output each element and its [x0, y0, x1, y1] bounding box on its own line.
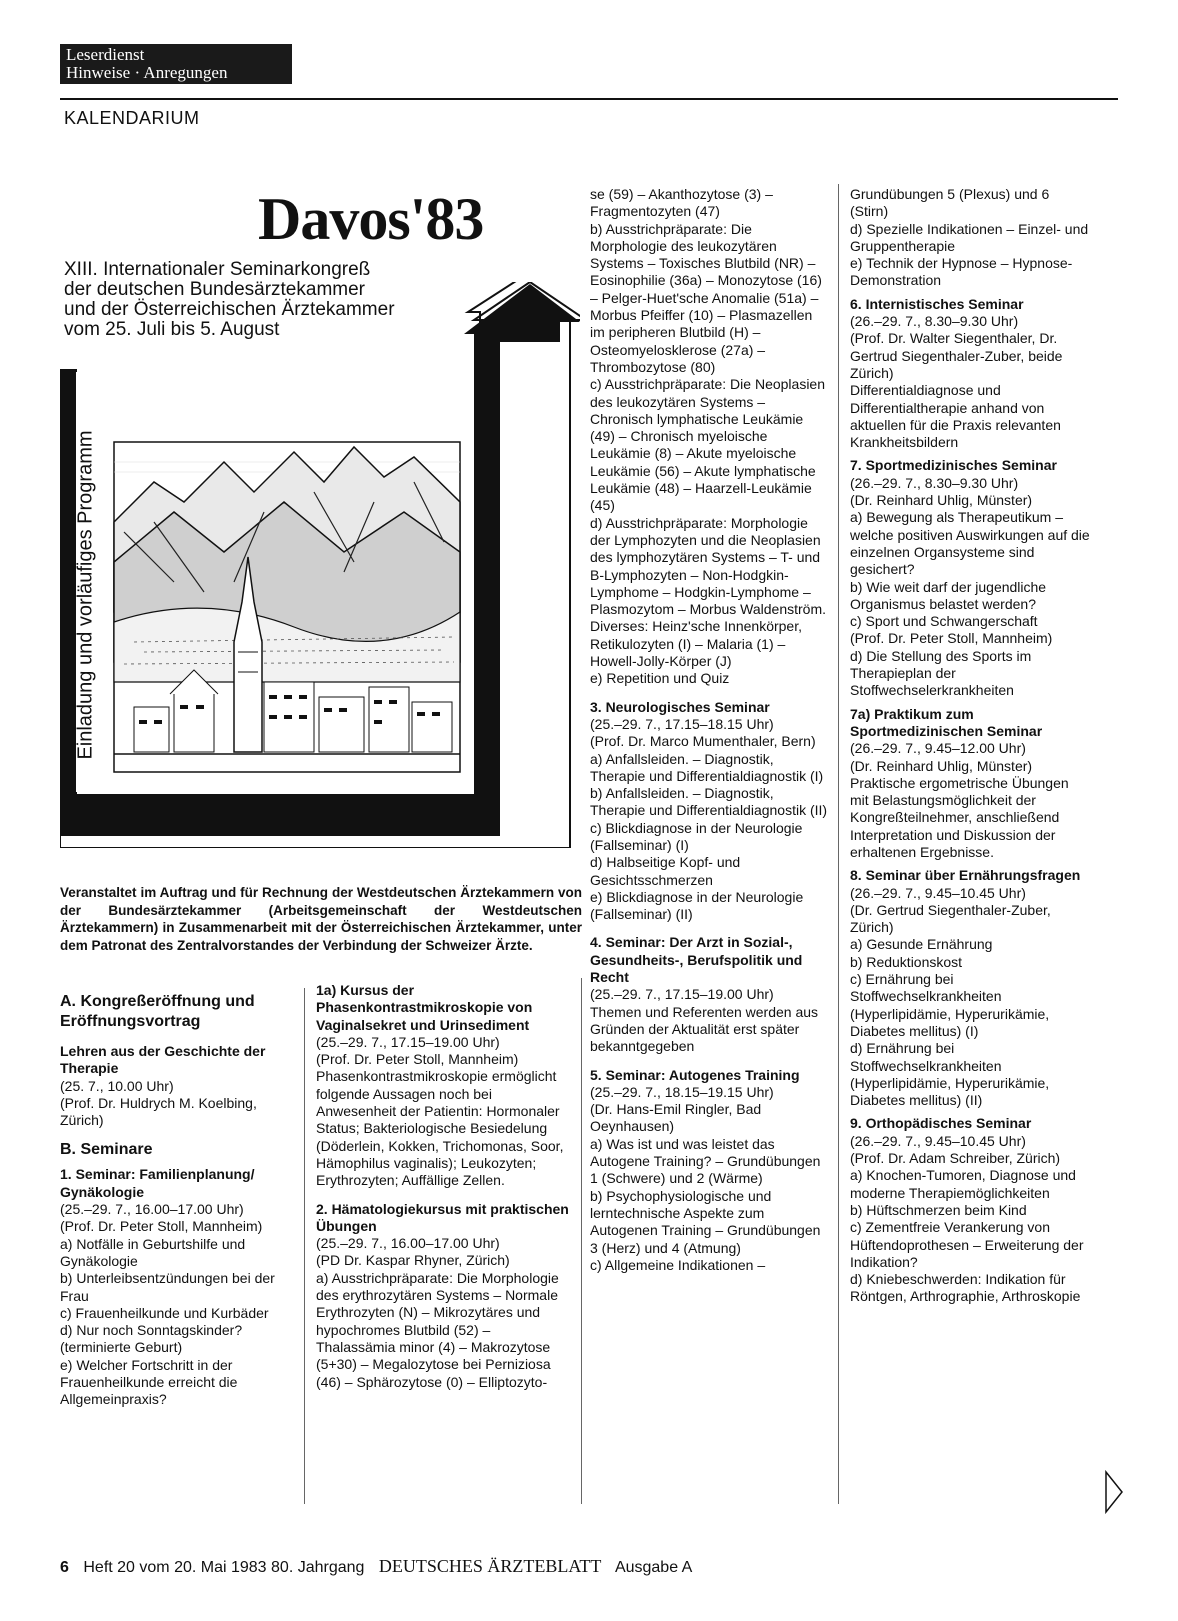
- seminar-heading: 7. Sportmedizinisches Seminar: [850, 457, 1057, 474]
- text-column-3: [590, 186, 828, 1274]
- seminar-heading: Lehren aus der Geschichte der Therapie: [60, 1043, 266, 1077]
- paragraph: (Prof. Dr. Marco Mumenthaler, Bern): [590, 733, 816, 750]
- paragraph: (Prof. Dr. Adam Schreiber, Zürich): [850, 1150, 1061, 1167]
- paragraph: (25. 7., 10.00 Uhr): [60, 1077, 174, 1094]
- paragraph: (Prof. Dr. Peter Stoll, Mannheim): [60, 1218, 263, 1235]
- seminar-heading: B. Seminare: [60, 1141, 153, 1159]
- paragraph: d) Kniebeschwerden: Indikation für Röntgen, Arthrographie, Arthroskopie: [850, 1271, 1081, 1305]
- paragraph: b) Ausstrichpräparate: Die Morphologie des leukozytären Systems – Toxisches Blutbild (NR) – Eosinophilie (36a) – Monozytose (16) – Pelger-Huet'sche Anomalie (51a) – Morbus Pfeiffer (10) – Plasmazellen im peripheren Blutbild (H) – Osteomyelosklerose (27a) – Thrombozytose (80): [590, 220, 822, 375]
- paragraph: a) Gesunde Ernährung: [850, 936, 993, 953]
- paragraph: Differentialdiagnose und Differentialtherapie anhand von aktuellen für die Praxis relevanten Krankheitsbildern: [850, 382, 1061, 451]
- paragraph: b) Hüftschmerzen beim Kind: [850, 1201, 1027, 1218]
- paragraph: a) Bewegung als Therapeutikum – welche positiven Auswirkungen auf die einzelnen Organsysteme sind gesichert?: [850, 509, 1090, 578]
- header-line-2: Hinweise · Anregungen: [66, 63, 228, 82]
- organizer-intro: Veranstaltet im Auftrag und für Rechnung der Westdeutschen Ärztekammern von der Bundesärztekammer (Arbeitsgemeinschaft der Westdeutschen Ärztekammern) in Zusammenarbeit mit der Österreichischen Ärztekammer, unter dem Patronat des Zentralvorstandes der Verbindung der Schweizer Ärzte.: [60, 885, 582, 953]
- column-rule: [304, 988, 305, 1504]
- paragraph: c) Allgemeine Indikationen –: [590, 1256, 766, 1273]
- paragraph: (Prof. Dr. Walter Siegenthaler, Dr. Gertrud Siegenthaler-Zuber, beide Zürich): [850, 330, 1063, 381]
- paragraph: (Prof. Dr. Peter Stoll, Mannheim): [850, 630, 1053, 647]
- paragraph: c) Ernährung bei Stoffwechselkrankheiten (Hyperlipidämie, Hyperurikämie, Diabetes mellitus) (I): [850, 971, 1050, 1039]
- paragraph: (26.–29. 7., 9.45–10.45 Uhr): [850, 884, 1026, 901]
- seminar-heading: 1a) Kursus der Phasenkontrastmikroskopie von Vaginalsekret und Urinsediment: [316, 982, 533, 1033]
- paragraph: (26.–29. 7., 9.45–12.00 Uhr): [850, 740, 1026, 757]
- paragraph-spacer: [590, 1056, 828, 1067]
- event-subtitle-line: XIII. Internationaler Seminarkongreß: [64, 259, 371, 280]
- paragraph: d) Die Stellung des Sports im Therapieplan der Stoffwechselerkrankheiten: [850, 647, 1032, 699]
- paragraph: (25.–29. 7., 16.00–17.00 Uhr): [316, 1235, 500, 1252]
- paragraph: (26.–29. 7., 8.30–9.30 Uhr): [850, 313, 1019, 330]
- paragraph-spacer: [316, 1190, 572, 1201]
- paragraph: e) Repetition und Quiz: [590, 670, 730, 687]
- paragraph: c) Zementfreie Verankerung von Hüftendoprothesen – Erweiterung der Indikation?: [850, 1219, 1084, 1270]
- paragraph: b) Unterleibsentzündungen bei der Frau: [60, 1270, 275, 1304]
- page-footer: [60, 1556, 692, 1577]
- paragraph: Praktische ergometrische Übungen mit Belastungsmöglichkeit der Kongreßteilnehmer, anschließend Interpretation und Diskussion der erhaltenen Ergebnisse.: [850, 774, 1069, 860]
- paragraph: (Dr. Reinhard Uhlig, Münster): [850, 757, 1033, 774]
- event-subtitle-line: vom 25. Juli bis 5. August: [64, 319, 280, 340]
- edition-label: Ausgabe A: [614, 1559, 693, 1576]
- seminar-heading: 2. Hämatologiekursus mit praktischen Übungen: [316, 1200, 569, 1234]
- paragraph-spacer: [590, 688, 828, 699]
- paragraph: e) Blickdiagnose in der Neurologie (Fallseminar) (II): [590, 888, 804, 923]
- poster-vertical-text: Einladung und vorläufiges Programm: [74, 430, 97, 760]
- section-header-box: [60, 44, 292, 84]
- event-title: Davos'83: [258, 186, 484, 252]
- paragraph: a) Knochen-Tumoren, Diagnose und moderne Therapiemöglichkeiten: [850, 1167, 1076, 1201]
- seminar-heading: 1. Seminar: Familienplanung/ Gynäkologie: [60, 1166, 255, 1200]
- paragraph: (25.–29. 7., 18.15–19.15 Uhr): [590, 1083, 774, 1100]
- section-label: KALENDARIUM: [64, 108, 200, 128]
- column-rule: [581, 978, 582, 1504]
- paragraph: Grundübungen 5 (Plexus) und 6 (Stirn): [850, 186, 1050, 220]
- paragraph: d) Spezielle Indikationen – Einzel- und Gruppentherapie: [850, 220, 1089, 254]
- header-rule: [60, 98, 1118, 100]
- paragraph: b) Wie weit darf der jugendliche Organismus belastet werden?: [850, 578, 1047, 612]
- paragraph: d) Halbseitige Kopf- und Gesichtsschmerzen: [590, 854, 741, 888]
- paragraph: c) Blickdiagnose in der Neurologie (Fallseminar) (I): [590, 819, 803, 853]
- paragraph: (Dr. Reinhard Uhlig, Münster): [850, 492, 1033, 509]
- paragraph: (26.–29. 7., 8.30–9.30 Uhr): [850, 474, 1019, 491]
- paragraph: (25.–29. 7., 16.00–17.00 Uhr): [60, 1201, 244, 1218]
- seminar-heading: A. Kongreßeröffnung und Eröffnungsvortrag: [60, 993, 255, 1030]
- paragraph: c) Ausstrichpräparate: Die Neoplasien des leukozytären Systems – Chronisch lymphatische Leukämie (49) – Chronisch myeloische Leukämie (8) – Akute myeloische Leukämie (56) – Akute lymphatische Leukämie (48) – Haarzell-Leukämie (45): [590, 376, 826, 514]
- paragraph: a) Notfälle in Geburtshilfe und Gynäkologie: [60, 1235, 246, 1269]
- paragraph: a) Ausstrichpräparate: Die Morphologie des erythrozytären Systems – Normale Erythrozyten (N) – Mikrozytäres und hypochromes Blutbild (52) – Thalassämia minor (4) – Makrozytose (5+30) – Megalozytose bei Perniziosa (46) – Sphärozytose (0) – Elliptozyto-: [316, 1269, 559, 1390]
- continued-arrow-icon: [1104, 1470, 1124, 1514]
- text-column-2: [316, 982, 572, 1391]
- paragraph: a) Anfallsleiden. – Diagnostik, Therapie und Differentialdiagnostik (I): [590, 750, 824, 784]
- paragraph: b) Reduktionskost: [850, 953, 963, 970]
- seminar-heading: 7a) Praktikum zum Sportmedizinischen Seminar: [850, 705, 1043, 739]
- column-rule: [838, 184, 839, 1504]
- text-column-1: [60, 992, 292, 1409]
- paragraph: (25.–29. 7., 17.15–19.00 Uhr): [590, 986, 774, 1003]
- paragraph: a) Was ist und was leistet das Autogene Training? – Grundübungen 1 (Schwere) und 2 (Wärme): [590, 1135, 821, 1187]
- paragraph: (Prof. Dr. Peter Stoll, Mannheim): [316, 1051, 519, 1068]
- paragraph: (Dr. Hans-Emil Ringler, Bad Oeynhausen): [590, 1101, 762, 1135]
- paragraph: c) Frauenheilkunde und Kurbäder: [60, 1304, 269, 1321]
- event-subtitle-line: und der Österreichischen Ärztekammer: [64, 299, 395, 320]
- paragraph-spacer: [60, 1129, 292, 1140]
- seminar-heading: 3. Neurologisches Seminar: [590, 698, 770, 715]
- seminar-heading: 5. Seminar: Autogenes Training: [590, 1066, 800, 1083]
- paragraph: e) Welcher Fortschritt in der Frauenheilkunde erreicht die Allgemeinpraxis?: [60, 1356, 238, 1408]
- paragraph: Themen und Referenten werden aus Gründen der Aktualität erst später bekanntgegeben: [590, 1003, 819, 1055]
- paragraph: Phasenkontrastmikroskopie ermöglicht folgende Aussagen noch bei Anwesenheit der Patientin: Hormonaler Status; Bakteriologische Besiedelung (Döderlein, Kokken, Trichomonas, Soor, Hämophilus vaginalis); Leukozyten; Erythrozyten; Auffällige Zellen.: [316, 1068, 564, 1189]
- header-line-1: Leserdienst: [66, 45, 145, 64]
- event-subtitle-line: der deutschen Bundesärztekammer: [64, 279, 365, 300]
- paragraph: (PD Dr. Kaspar Rhyner, Zürich): [316, 1252, 510, 1269]
- page-number: 6: [60, 1559, 69, 1576]
- poster-vertical-caption: [66, 400, 106, 790]
- text-column-4: [850, 186, 1090, 1306]
- paragraph: e) Technik der Hypnose – Hypnose-Demonstration: [850, 255, 1073, 289]
- paragraph-spacer: [60, 1032, 292, 1043]
- poster-illustration: [60, 279, 580, 848]
- paragraph: (25.–29. 7., 17.15–19.00 Uhr): [316, 1033, 500, 1050]
- event-subtitle: [64, 260, 504, 340]
- paragraph: (Prof. Dr. Huldrych M. Koelbing, Zürich): [60, 1094, 257, 1129]
- paragraph: b) Psychophysiologische und lerntechnische Aspekte zum Autogenen Training – Grundübungen 3 (Herz) und 4 (Atmung): [590, 1187, 821, 1256]
- paragraph: d) Ernährung bei Stoffwechselkrankheiten (Hyperlipidämie, Hyperurikämie, Diabetes mellitus) (II): [850, 1040, 1050, 1109]
- paragraph: d) Nur noch Sonntagskinder? (terminierte Geburt): [60, 1322, 243, 1356]
- paragraph: b) Anfallsleiden. – Diagnostik, Therapie und Differentialdiagnostik (II): [590, 785, 828, 819]
- journal-name: DEUTSCHES ÄRZTEBLATT: [378, 1556, 602, 1576]
- issue-info: Heft 20 vom 20. Mai 1983 80. Jahrgang: [83, 1559, 365, 1576]
- paragraph: se (59) – Akanthozytose (3) – Fragmentozyten (47): [590, 186, 773, 220]
- seminar-heading: 9. Orthopädisches Seminar: [850, 1115, 1032, 1132]
- paragraph: (25.–29. 7., 17.15–18.15 Uhr): [590, 715, 774, 732]
- paragraph: c) Sport und Schwangerschaft: [850, 613, 1038, 630]
- seminar-heading: 8. Seminar über Ernährungsfragen: [850, 867, 1081, 884]
- paragraph-spacer: [590, 923, 828, 934]
- seminar-heading: 6. Internistisches Seminar: [850, 295, 1024, 312]
- paragraph: (26.–29. 7., 9.45–10.45 Uhr): [850, 1132, 1026, 1149]
- seminar-heading: 4. Seminar: Der Arzt in Sozial-, Gesundheits-, Berufspolitik und Recht: [590, 934, 803, 986]
- paragraph: d) Ausstrichpräparate: Morphologie der Lymphozyten und die Neoplasien des lymphozytären Systems – T- und B-Lymphozyten – Non-Hodgkin-Lymphome – Hodgkin-Lymphome – Plasmozytom – Morbus Waldenström. Diverses: Heinz'sche Innenkörper, Retikulozyten (I) – Malaria (1) – Howell-Jolly-Körper (J): [590, 514, 826, 670]
- paragraph: (Dr. Gertrud Siegenthaler-Zuber, Zürich): [850, 901, 1051, 936]
